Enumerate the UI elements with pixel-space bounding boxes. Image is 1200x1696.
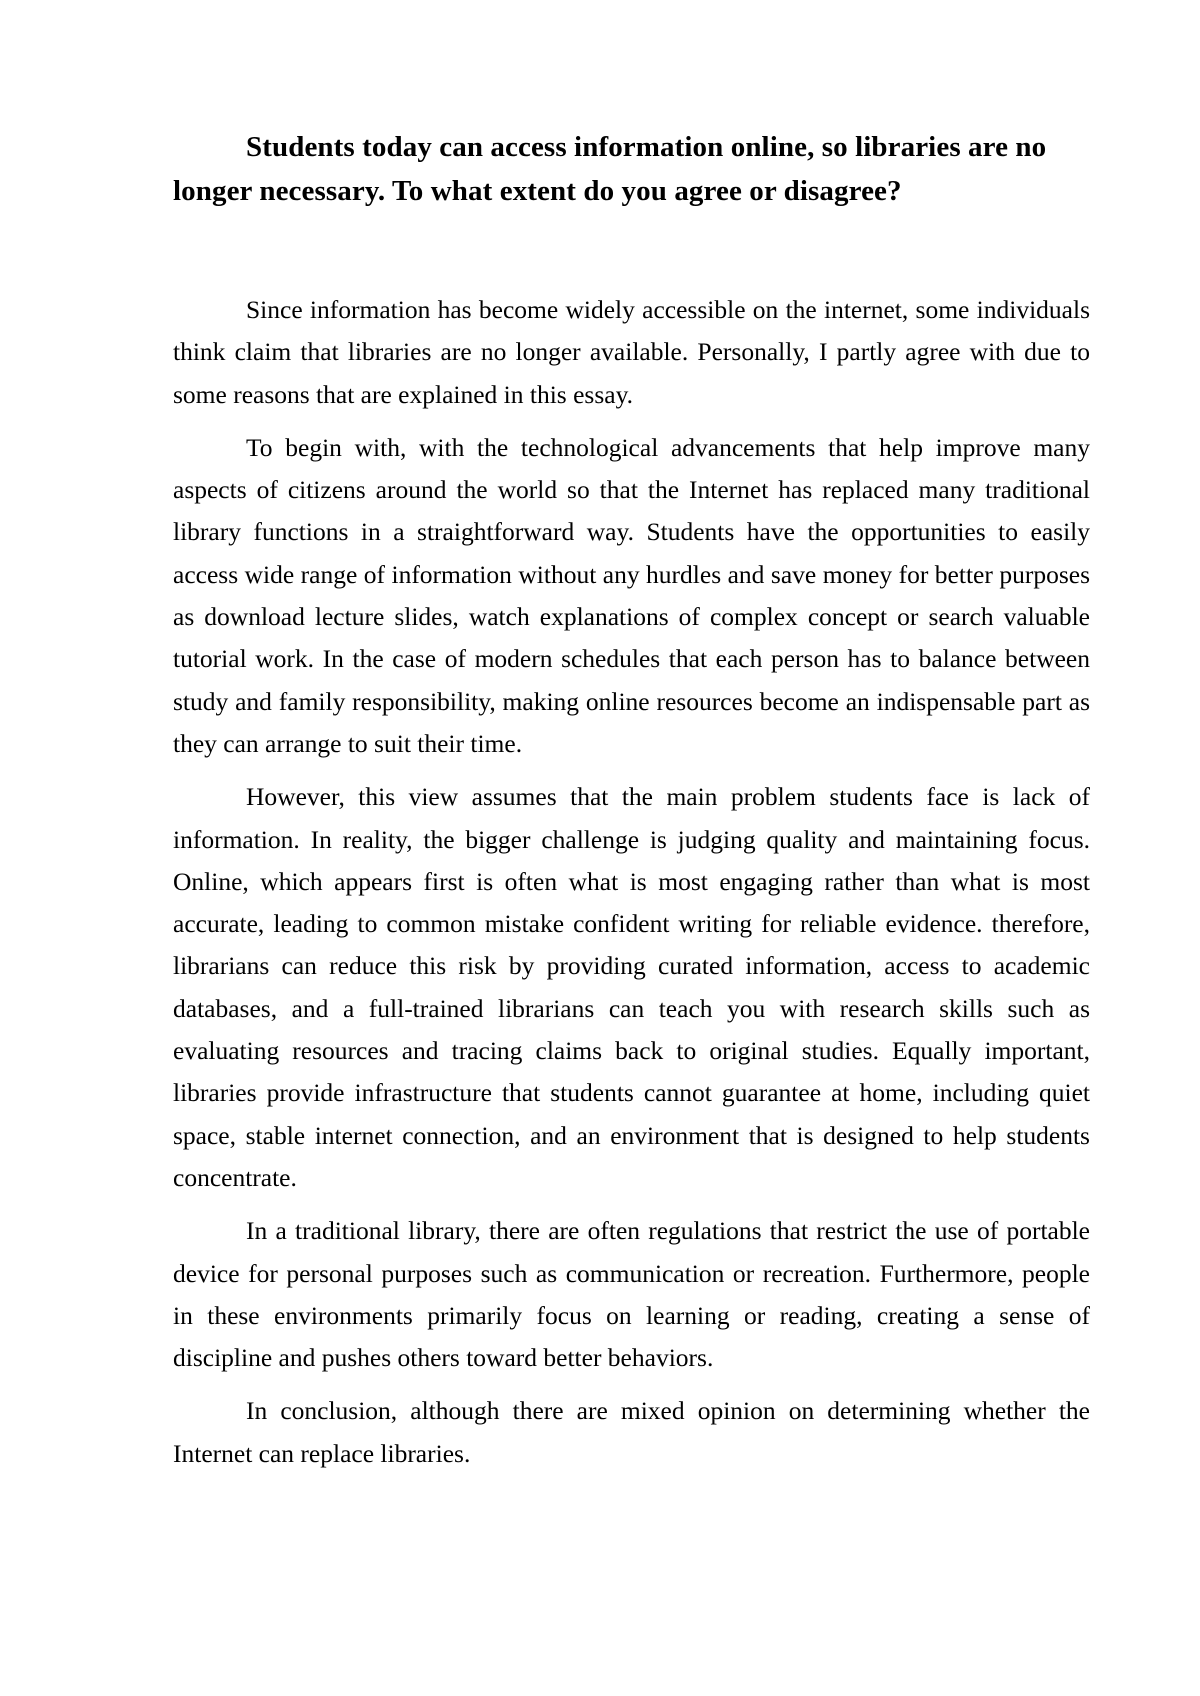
paragraph-body-2: However, this view assumes that the main problem students face is lack of information. In reality, the bigger challenge is judging quality and maintaining focus. Online, which appears first is often what is most engaging rather than what is most accurate, leading to common mistake confident writing for reliable evidence. therefore, librarians can reduce this risk by providing curated information, access to academic databases, and a full-trained librarians can teach you with research skills such as evaluating resources and tracing claims back to original studies. Equally important, libraries provide infrastructure that students cannot guarantee at home, including quiet space, stable internet connection, and an environment that is designed to help students concentrate. xyxy=(173,782,1090,1192)
paragraph-introduction: Since information has become widely accessible on the internet, some individuals think claim that libraries are no longer available. Personally, I partly agree with due to some reasons that are explained in this essay. xyxy=(173,295,1090,409)
paragraph-body-3: In a traditional library, there are often regulations that restrict the use of portable device for personal purposes such as communication or recreation. Furthermore, people in these environments primarily focus on learning or reading, creating a sense of discipline and pushes others toward better behaviors. xyxy=(173,1216,1090,1373)
essay-title: Students today can access information online, so libraries are no longer necessary. To what extent do you agree or disagree? xyxy=(173,131,1047,207)
document-body xyxy=(173,125,1090,1486)
paragraph-body-1: To begin with, with the technological advancements that help improve many aspects of citizens around the world so that the Internet has replaced many traditional library functions in a straightforward way. Students have the opportunities to easily access wide range of information without any hurdles and save money for better purposes as download lecture slides, watch explanations of complex concept or search valuable tutorial work. In the case of modern schedules that each person has to balance between study and family responsibility, making online resources become an indispensable part as they can arrange to suit their time. xyxy=(173,432,1090,758)
paragraph-conclusion: In conclusion, although there are mixed opinion on determining whether the Internet can replace libraries. xyxy=(173,1396,1090,1468)
